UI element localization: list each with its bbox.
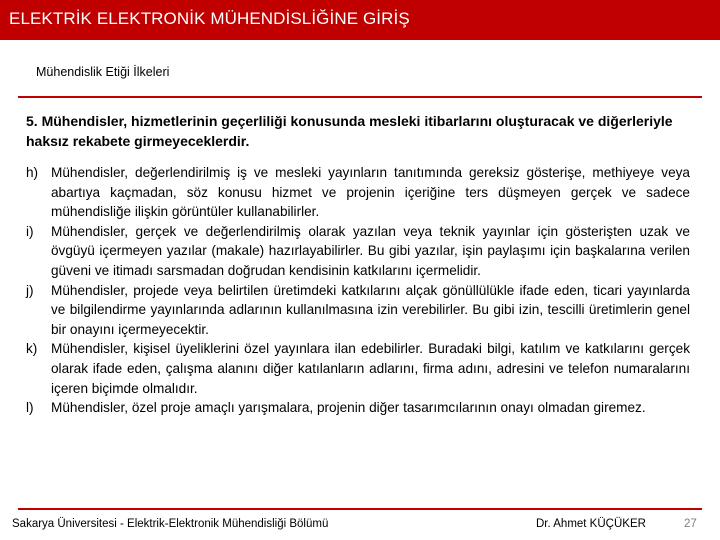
title-bar bbox=[0, 0, 720, 40]
list-item-j bbox=[26, 281, 690, 340]
bottom-divider bbox=[18, 508, 702, 510]
list-item-text: Mühendisler, gerçek ve değerlendirilmiş olarak yazılan veya teknik yayınlar için gösterişten uzak ve övgüyü içermeyen yazılar (makale) hazırlayabilirler. Bu gibi yazılar, işin paylaşımı için başkalarına verilen güveni ve itimadı sarsmadan doğrudan kendisinin katkılarını içermelidir. bbox=[51, 223, 690, 278]
list-marker: j) bbox=[26, 282, 34, 298]
principle-statement: 5. Mühendisler, hizmetlerinin geçerliliği konusunda mesleki itibarlarını oluşturacak ve diğerleriyle haksız rekabete girmeyeceklerdir. bbox=[26, 113, 673, 149]
list-item-text: Mühendisler, kişisel üyeliklerini özel yayınlara ilan edebilirler. Buradaki bilgi, katılım ve katkılarını gerçek olarak ifade eden, çalışma alanını diğer katılanların adlarını, firma adını, adresini ve telefon numaralarını içeren biçimde olmalıdır. bbox=[51, 341, 690, 396]
principle-items-list bbox=[26, 163, 690, 418]
list-item-text: Mühendisler, değerlendirilmiş iş ve mesleki yayınların tanıtımında gereksiz gösterişe, methiyeye veya abartıya kaçmadan, söz konusu hizmet ve projenin içeriğine ters düşmeyen gerçek ve sadece mühendisliğe ilişkin görüntüler kullanabilirler. bbox=[51, 165, 690, 220]
list-item-h bbox=[26, 163, 690, 222]
list-item-l bbox=[26, 398, 690, 418]
slide-title: ELEKTRİK ELEKTRONİK MÜHENDİSLİĞİNE GİRİŞ bbox=[9, 9, 410, 28]
list-item-text: Mühendisler, özel proje amaçlı yarışmalara, projenin diğer tasarımcılarının onayı olmadan giremez. bbox=[51, 400, 646, 416]
list-item-text: Mühendisler, projede veya belirtilen üretimdeki katkılarını alçak gönüllülükle ifade eden, ticari yayınlarda ve bilgilendirme yayınlarında adlarının kullanılmasına izin verebilirler. Bu gibi izin, tescilli üretimlerin genel bir onayını içermeyecektir. bbox=[51, 282, 690, 337]
footer-author: Dr. Ahmet KÜÇÜKER bbox=[536, 518, 646, 530]
footer-institution: Sakarya Üniversitesi - Elektrik-Elektronik Mühendisliği Bölümü bbox=[12, 518, 329, 530]
page-number: 27 bbox=[684, 518, 697, 530]
list-marker: k) bbox=[26, 341, 38, 357]
list-marker: i) bbox=[26, 223, 34, 239]
list-marker: h) bbox=[26, 165, 39, 180]
top-divider bbox=[18, 96, 702, 98]
section-subtitle: Mühendislik Etiği İlkeleri bbox=[36, 65, 170, 79]
list-marker: l) bbox=[26, 400, 34, 416]
list-item-i bbox=[26, 222, 690, 281]
list-item-k bbox=[26, 339, 690, 398]
